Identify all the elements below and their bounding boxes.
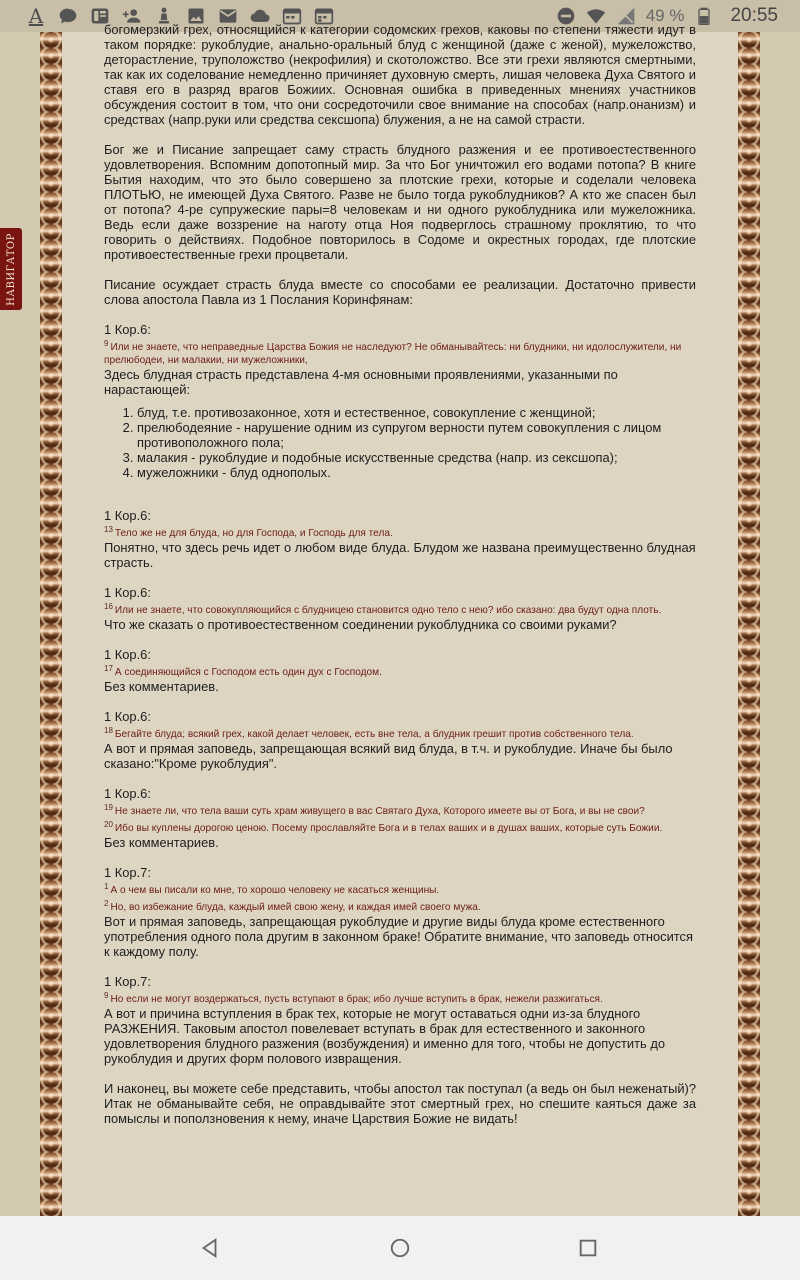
home-icon	[389, 1237, 411, 1259]
system-nav-bar	[0, 1216, 800, 1280]
navigator-label: НАВИГАТОР	[5, 232, 17, 306]
sin-list	[137, 405, 696, 480]
comment: Без комментариев.	[104, 679, 219, 694]
scripture-block	[104, 647, 696, 694]
scripture-block	[104, 709, 696, 771]
paragraph-1: богомерзкий грех, относящийся к категории содомских грехов, каковы по степени тяжести идут в таком порядке: рукоблудие, анально-оральный блуд с женщиной (даже с женой), мужеложство, деторастление, труположство (некрофилия) и скотоложство. Все эти грехи являются смертными, так как их соделование немедленно причиняет духовную смерть, лишая человека Духа Святого и ставя его в разряд врагов Божиих. Основная ошибка в приведенных мнениях участников обсуждения состоит в том, что они сосредоточили свое внимание на способах (напр.онанизм) и средствах (напр.руки или средства сексшопа) блужения, а не на самой страсти.	[104, 22, 696, 127]
article-content	[104, 22, 696, 1141]
verse: $^{20}$ Ибо вы куплены дорогою ценою. Посему прославляйте Бога и в телах ваших и в душах ваших, которые суть Божии.	[104, 820, 663, 834]
scripture-block	[104, 585, 696, 632]
closing-paragraph: И наконец, вы можете себе представить, чтобы апостол так поступал (а ведь он был неженатый)? Итак не обманывайте себя, не оправдывайте этот смертный грех, но спешите каяться даже за помыслы и поползновения к нему, иначе Царствия Божие не видать!	[104, 1081, 696, 1126]
verse: $^{19}$ Не знаете ли, что тела ваши суть храм живущего в вас Святаго Духа, Которого имеете вы от Бога, и вы не свои?	[104, 803, 645, 817]
verse: $^9$ Но если не могут воздержаться, пусть вступают в брак; ибо лучше вступить в брак, нежели разжигаться.	[104, 991, 603, 1005]
scripture-block	[104, 786, 696, 850]
scripture-ref: 1 Кор.6:	[104, 786, 151, 801]
verse: $^9$ Или не знаете, что неправедные Царства Божия не наследуют? Не обманывайтесь: ни блудники, ни идолослужители, ни прелюбодеи, ни малакии, ни мужеложники,	[104, 339, 682, 366]
recents-icon	[577, 1237, 599, 1259]
page-margin-left	[0, 32, 40, 1216]
scripture-ref: 1 Кор.6:	[104, 647, 151, 662]
clock: 20:55	[730, 5, 778, 26]
scripture-block	[104, 865, 696, 959]
back-button[interactable]	[198, 1236, 222, 1260]
chat-icon	[58, 6, 78, 26]
paragraph-3: Писание осуждает страсть блуда вместе со способами ее реализации. Достаточно привести слова апостола Павла из 1 Послания Коринфянам:	[104, 277, 696, 307]
page-margin-right	[760, 32, 800, 1216]
scripture-ref: 1 Кор.6:	[104, 585, 151, 600]
comment: Понятно, что здесь речь идет о любом виде блуда. Блудом же названа преимущественно блудная страсть.	[104, 540, 696, 570]
scripture-ref: 1 Кор.6:	[104, 709, 151, 724]
font-icon: A	[28, 4, 44, 28]
verse: $^2$ Но, во избежание блуда, каждый имей свою жену, и каждая имей своего мужа.	[104, 899, 481, 913]
comment: Без комментариев.	[104, 835, 219, 850]
scripture-block	[104, 322, 696, 480]
scripture-ref: 1 Кор.7:	[104, 865, 151, 880]
battery-percent: 49 %	[645, 6, 685, 25]
verse: $^{16}$ Или не знаете, что совокупляющийся с блудницею становится одно тело с нею? ибо сказано: два будут одна плоть.	[104, 602, 662, 616]
ornament-border-right	[738, 32, 760, 1216]
list-item: 2. прелюбодеяние - нарушение одним из супругом верности путем совокупления с лицом противоположного пола;	[137, 420, 696, 450]
verse: $^{17}$ А соединяющийся с Господом есть один дух с Господом.	[104, 664, 382, 678]
comment: Здесь блудная страсть представлена 4-мя основными проявлениями, указанными по нарастающей:	[104, 367, 618, 397]
list-item: 3. малакия - рукоблудие и подобные искусственные средства (напр. из сексшопа);	[137, 450, 696, 465]
scripture-block	[104, 974, 696, 1066]
comment: Вот и прямая заповедь, запрещающая рукоблудие и другие виды блуда кроме естественного употребления одного пола другим в законном браке! Обратите внимание, что заповедь относится к каждому полу.	[104, 914, 693, 959]
list-item: 4. мужеложники - блуд однополых.	[137, 465, 696, 480]
home-button[interactable]	[388, 1236, 412, 1260]
paragraph-2: Бог же и Писание запрещает саму страсть блудного разжения и ее противоестественного удовлетворения. Вспомним допотопный мир. За что Бог уничтожил его водами потопа? В книге Бытия находим, что это было совершено за плотские грехи, которые и соделали человека ПЛОТЬЮ, не имеющей Духа Святого. Разве не было тогда рукоблудников? А кто же спасен был от потопа? 4-ре супружеские пары=8 человекам и ни одного рукоблудника или мужеложника. Ведь если даже воззрение на наготу отца Ноя подверглось страшному проклятию, то что говорить о действиях. Подобное повторилось в Содоме и окрестных городах, где плотские противоестественные грехи процветали.	[104, 142, 696, 262]
verse: $^{13}$ Тело же не для блуда, но для Господа, и Господь для тела.	[104, 525, 393, 539]
ornament-border-left	[40, 32, 62, 1216]
scripture-ref: 1 Кор.7:	[104, 974, 151, 989]
scripture-ref: 1 Кор.6:	[104, 322, 151, 337]
navigator-tab[interactable]	[0, 228, 22, 310]
comment: А вот и прямая заповедь, запрещающая всякий вид блуда, в т.ч. и рукоблудие. Иначе бы было сказано:"Кроме рукоблудия".	[104, 741, 673, 771]
web-page[interactable]	[0, 22, 800, 1216]
scripture-ref: 1 Кор.6:	[104, 508, 151, 523]
list-item: 1. блуд, т.е. противозаконное, хотя и естественное, совокупление с женщиной;	[137, 405, 696, 420]
comment: А вот и причина вступления в брак тех, которые не могут оставаться одни из-за блудного РАЗЖЕНИЯ. Таковым апостол повелевает вступать в брак для естественного и законного удовлетворения блудного разжения (возбуждения) и именно для того, чтобы не допустить до рукоблудия и других форм полового извращения.	[104, 1006, 666, 1066]
scripture-block	[104, 508, 696, 570]
back-icon	[199, 1237, 221, 1259]
comment: Что же сказать о противоестественном соединении рукоблудника со своими руками?	[104, 617, 617, 632]
verse: $^{18}$ Бегайте блуда; всякий грех, какой делает человек, есть вне тела, а блудник грешит против собственного тела.	[104, 726, 634, 740]
battery-icon	[694, 6, 714, 26]
verse: $^1$ А о чем вы писали ко мне, то хорошо человеку не касаться женщины.	[104, 882, 440, 896]
recents-button[interactable]	[576, 1236, 600, 1260]
